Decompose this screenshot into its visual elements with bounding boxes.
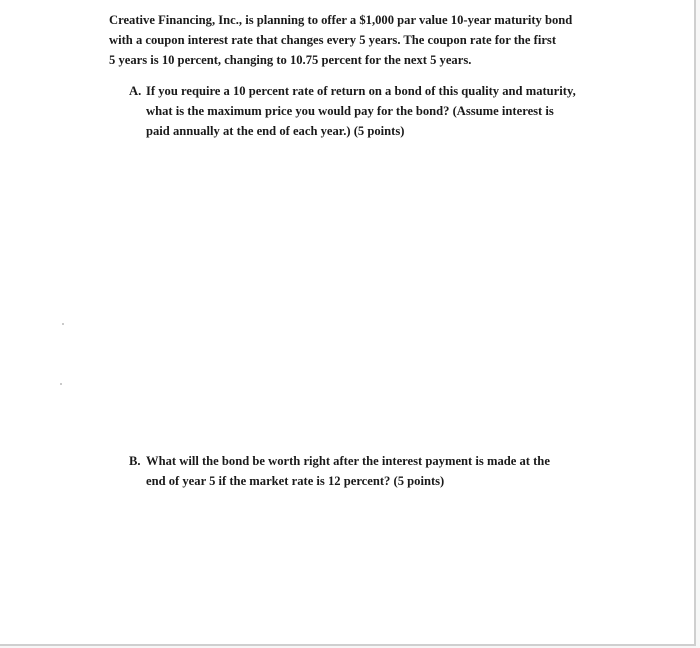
question-a-letter: A.: [129, 84, 142, 98]
scan-speck: [60, 383, 62, 385]
question-b-line: What will the bond be worth right after the interest payment is made at the: [146, 454, 550, 468]
problem-statement: [109, 10, 609, 70]
problem-statement-line: Creative Financing, Inc., is planning to offer a $1,000 par value 10-year maturity bond: [109, 13, 573, 27]
question-b-letter: B.: [129, 454, 141, 468]
question-a-line: If you require a 10 percent rate of return on a bond of this quality and maturity,: [146, 84, 576, 98]
question-b: [129, 451, 609, 491]
question-a-line: what is the maximum price you would pay for the bond? (Assume interest is: [146, 104, 554, 118]
question-a: [129, 81, 609, 141]
question-a-line: paid annually at the end of each year.) (5 points): [146, 124, 405, 138]
problem-statement-line: 5 years is 10 percent, changing to 10.75 percent for the next 5 years.: [109, 53, 472, 67]
question-b-line: end of year 5 if the market rate is 12 percent? (5 points): [146, 474, 445, 488]
scan-speck: [62, 323, 64, 325]
problem-statement-line: with a coupon interest rate that changes every 5 years. The coupon rate for the first: [109, 33, 557, 47]
